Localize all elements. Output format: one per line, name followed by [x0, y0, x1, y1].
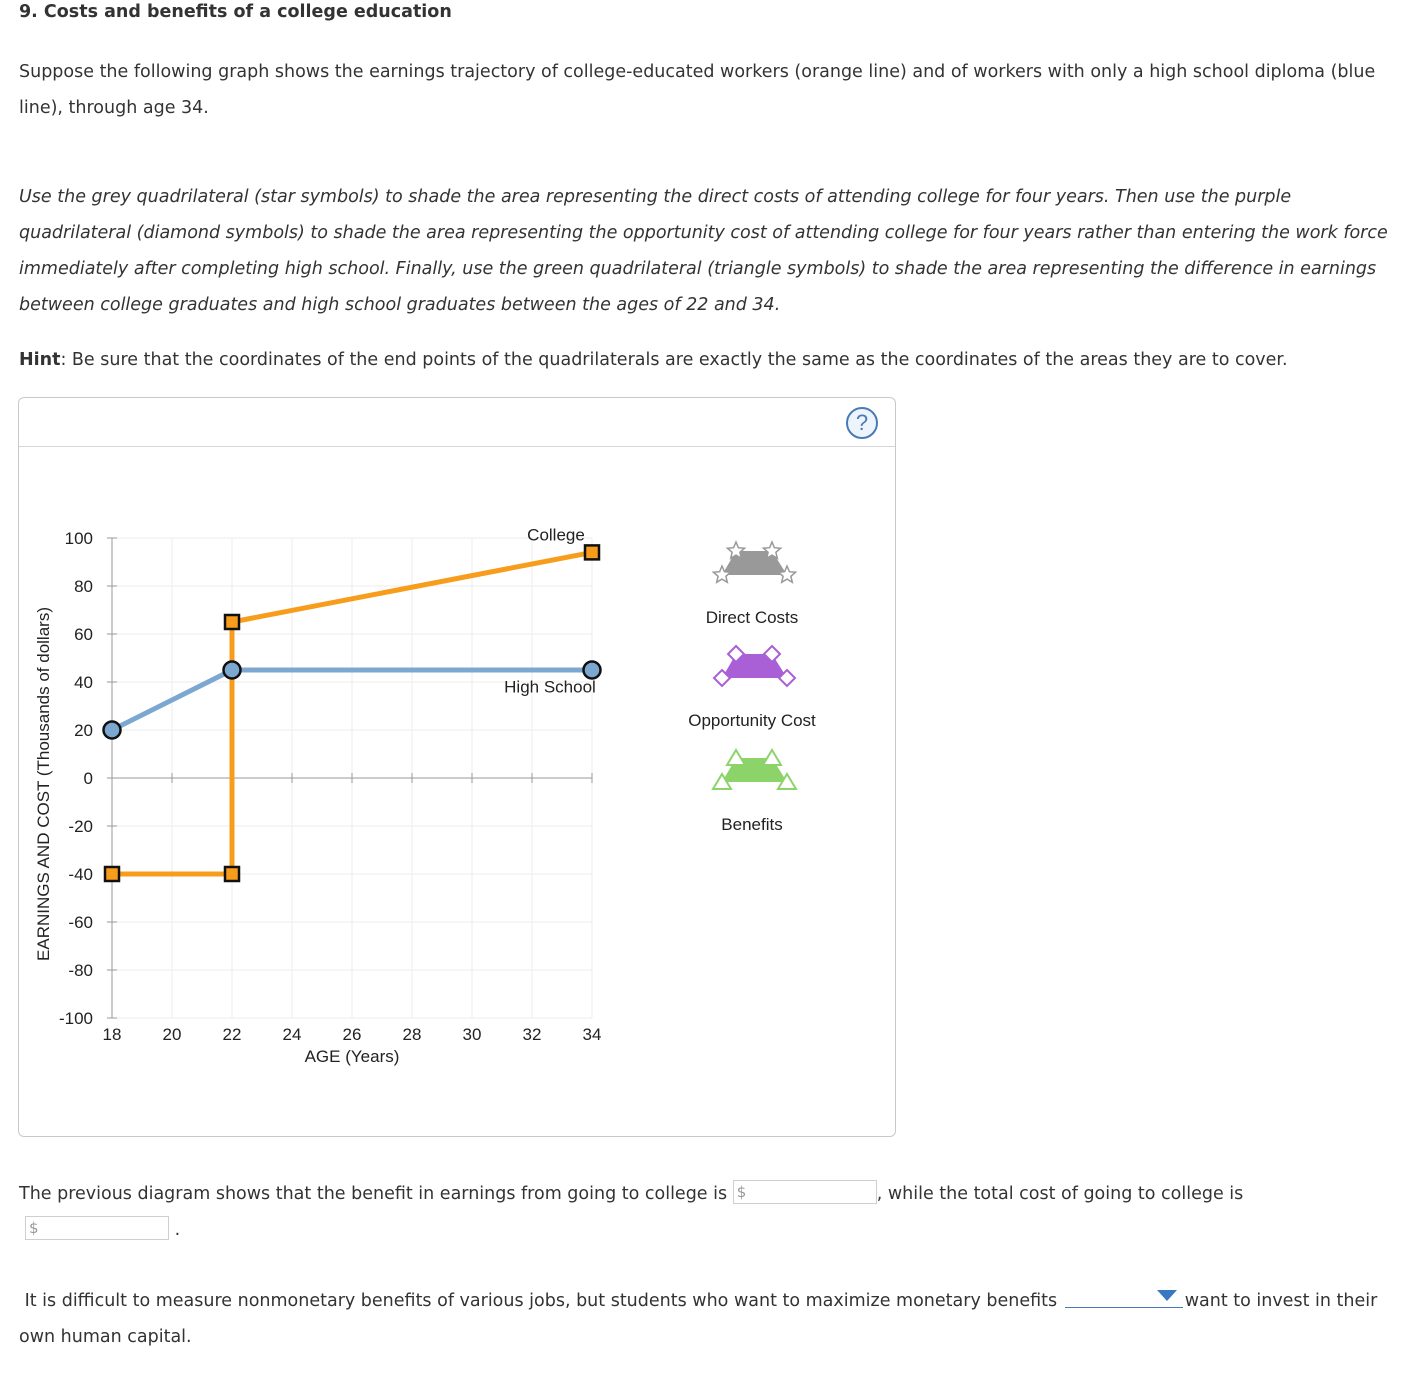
answer-paragraph-1: [19, 1176, 1394, 1248]
y-tick-label: -60: [68, 913, 93, 932]
cost-currency: $: [29, 1219, 39, 1237]
answer-text-4: It is difficult to measure nonmonetary benefits of various jobs, but students who want to maximize monetary benefits: [24, 1291, 1058, 1311]
intro-paragraph: Suppose the following graph shows the earnings trajectory of college-educated workers (orange line) and of workers with only a high school diploma (blue line), through age 34.: [19, 62, 1376, 118]
y-tick-label: -20: [68, 817, 93, 836]
tool-label: Opportunity Cost: [688, 711, 816, 730]
hint-label: Hint: [19, 350, 61, 370]
high-school-point-marker: [224, 662, 241, 679]
hint-paragraph: [19, 342, 1394, 378]
x-tick-label: 32: [522, 1025, 542, 1044]
invest-dropdown[interactable]: [1065, 1285, 1183, 1308]
x-tick-label: 22: [222, 1025, 242, 1044]
help-icon[interactable]: ?: [846, 407, 878, 439]
x-tick-label: 28: [402, 1025, 422, 1044]
high-school-point-marker: [584, 662, 601, 679]
college-point-marker: [225, 615, 239, 629]
x-tick-label: 18: [102, 1025, 122, 1044]
y-tick-label: -80: [68, 961, 93, 980]
chart-axes: [59, 529, 601, 1044]
y-tick-label: 0: [83, 769, 93, 788]
x-tick-label: 34: [582, 1025, 602, 1044]
earnings-chart[interactable]: [19, 398, 895, 1136]
hint-text: : Be sure that the coordinates of the end points of the quadrilaterals are exactly the same as the coordinates of the areas they are to cover.: [60, 350, 1288, 370]
tool-label: Benefits: [721, 815, 783, 834]
college-point-marker: [585, 545, 599, 559]
answer-text-1: The previous diagram shows that the benefit in earnings from going to college is: [19, 1184, 728, 1204]
legend-tools[interactable]: [688, 542, 816, 834]
cost-input[interactable]: [25, 1216, 169, 1240]
x-tick-label: 20: [162, 1025, 182, 1044]
y-tick-label: 40: [74, 673, 93, 692]
answer-text-3: .: [174, 1220, 181, 1240]
tool-label: Direct Costs: [705, 608, 799, 627]
y-tick-label: 80: [74, 577, 93, 596]
triangle-icon: [763, 750, 781, 765]
x-axis-title: AGE (Years): [304, 1047, 400, 1066]
chevron-down-icon: [1157, 1290, 1177, 1301]
graph-panel: [18, 397, 896, 1137]
answer-paragraph-2: [19, 1283, 1394, 1355]
instructions-paragraph: Use the grey quadrilateral (star symbols) to shade the area representing the direct costs of attending college for four years. Then use the purple quadrilateral (diamond symbols) to shade the area representing the opportunity cost of attending college for four years rather than entering the work force immediately after completing high school. Finally, use the green quadrilateral (triangle symbols) to shade the area representing the difference in earnings between college graduates and high school graduates between the ages of 22 and 34.: [19, 187, 1388, 315]
college-point-marker: [225, 867, 239, 881]
college-point-marker: [105, 867, 119, 881]
y-tick-label: 20: [74, 721, 93, 740]
question-title: 9. Costs and benefits of a college education: [19, 2, 452, 22]
benefit-currency: $: [736, 1183, 747, 1201]
x-tick-label: 24: [282, 1025, 302, 1044]
high-school-point-marker: [104, 722, 121, 739]
x-tick-label: 30: [462, 1025, 482, 1044]
answer-text-5: want to invest in their own human capital.: [19, 1291, 1378, 1347]
answer-text-2: , while the total cost of going to college is: [876, 1184, 1244, 1204]
y-tick-label: -40: [68, 865, 93, 884]
y-axis-title: EARNINGS AND COST (Thousands of dollars): [34, 607, 53, 961]
benefit-input[interactable]: [733, 1180, 877, 1204]
triangle-icon: [727, 750, 745, 765]
y-tick-label: 60: [74, 625, 93, 644]
series-label-high-school: High School: [504, 677, 596, 697]
series-label-college: College: [527, 525, 585, 545]
y-tick-label: 100: [64, 529, 93, 548]
y-tick-label: -100: [58, 1009, 93, 1028]
x-tick-label: 26: [342, 1025, 362, 1044]
